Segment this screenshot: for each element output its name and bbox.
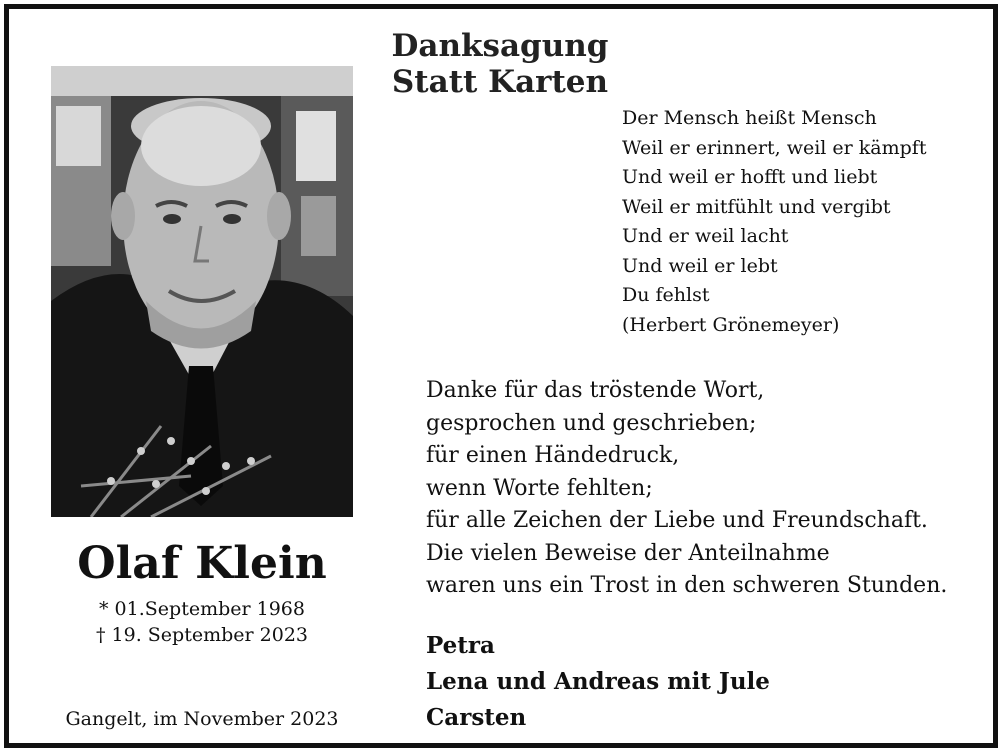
poem-quote	[622, 104, 926, 340]
thanks-line: Danke für das tröstende Wort,	[426, 378, 765, 403]
thanks-line: gesprochen und geschrieben;	[426, 410, 757, 436]
thanks-text	[426, 375, 947, 603]
signer-name: Lena und Andreas mit Jule	[426, 668, 770, 695]
thanks-line: Die vielen Beweise der Anteilnahme	[426, 540, 830, 566]
poem-line: Weil er mitfühlt und vergibt	[622, 195, 891, 218]
poem-line: Der Mensch heißt Mensch	[622, 107, 877, 129]
poem-line: Du fehlst	[622, 284, 710, 306]
death-date: † 19. September 2023	[96, 624, 308, 646]
poem-line: Und weil er hofft und liebt	[622, 166, 878, 188]
deceased-name: Olaf Klein	[77, 538, 327, 589]
poem-attribution: (Herbert Grönemeyer)	[622, 313, 840, 336]
signer-name: Petra	[426, 632, 495, 659]
title-line-2: Statt Karten	[391, 64, 609, 100]
poem-line: Und er weil lacht	[622, 225, 789, 247]
thanks-line: waren uns ein Trost in den schweren Stunden.	[426, 573, 948, 598]
portrait-photo	[51, 66, 353, 517]
birth-date: * 01.September 1968	[99, 598, 305, 620]
life-dates	[51, 596, 353, 648]
portrait-illustration	[51, 66, 353, 517]
notice-title	[370, 28, 630, 100]
signer-name: Carsten	[426, 704, 527, 731]
poem-line: Und weil er lebt	[622, 254, 778, 277]
place-and-date: Gangelt, im November 2023	[65, 708, 339, 730]
thanks-line: für einen Händedruck,	[426, 443, 680, 468]
title-line-1: Danksagung	[391, 28, 609, 64]
signers	[426, 628, 770, 736]
poem-line: Weil er erinnert, weil er kämpft	[622, 136, 927, 159]
thanks-line: für alle Zeichen der Liebe und Freundschaft.	[426, 508, 928, 533]
thanks-line: wenn Worte fehlten;	[426, 475, 653, 501]
